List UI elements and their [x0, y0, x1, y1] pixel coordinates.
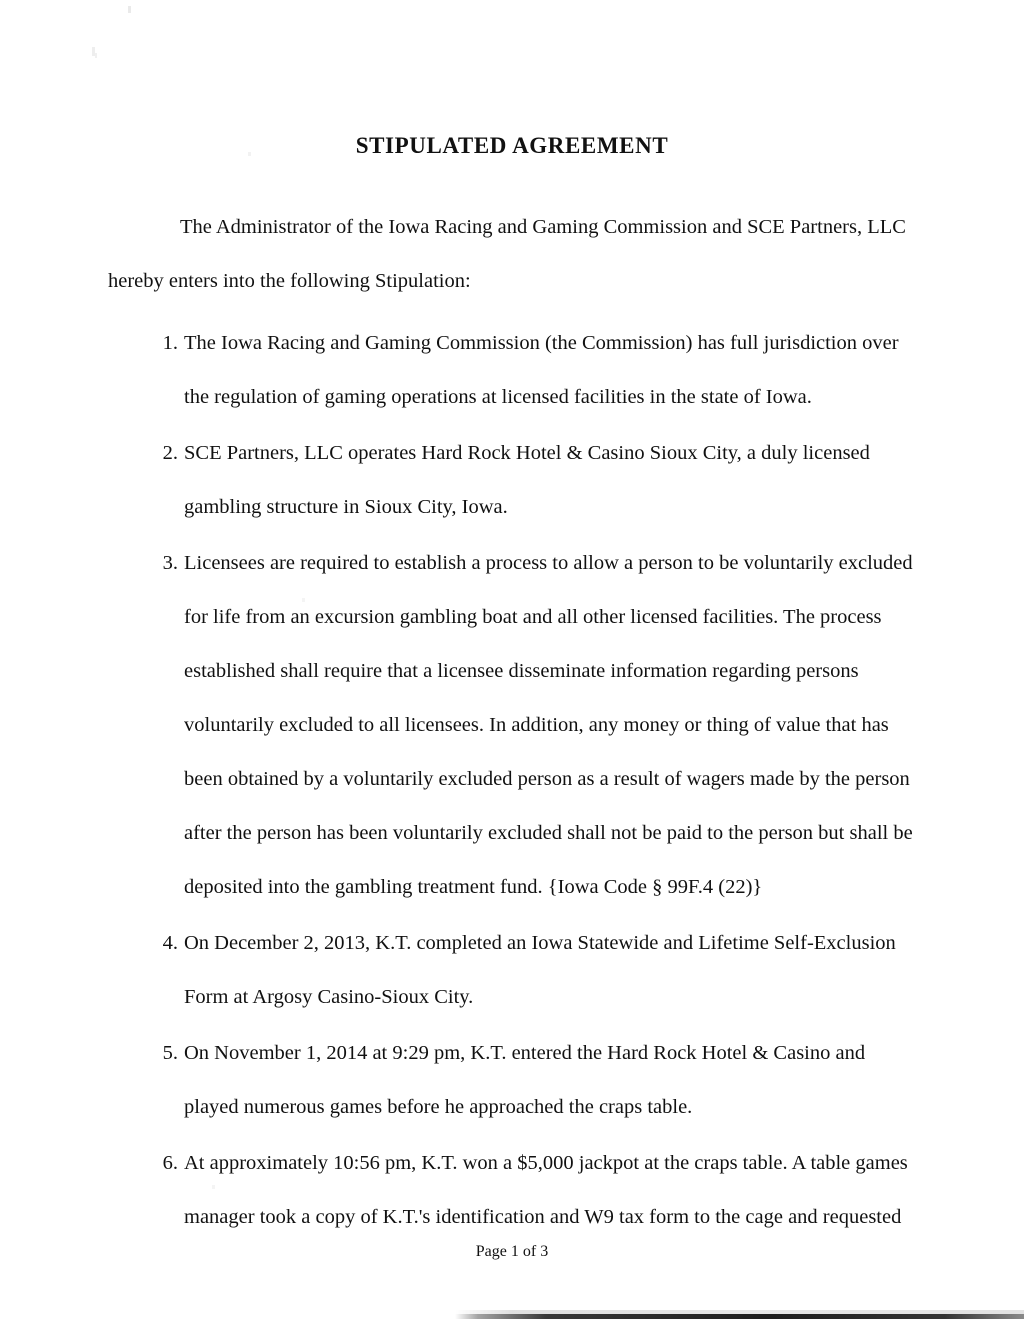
- list-item-number: 4.: [162, 932, 178, 954]
- scan-speckle: [92, 47, 95, 56]
- scan-edge-artifact: [455, 1310, 1024, 1314]
- list-item-number: 1.: [162, 332, 178, 354]
- scan-speckle: [95, 53, 97, 58]
- list-item-number: 2.: [162, 442, 178, 464]
- page-title: STIPULATED AGREEMENT: [355, 133, 669, 159]
- scan-speckle: [128, 6, 131, 13]
- list-item-number: 5.: [162, 1042, 178, 1064]
- list-item: [108, 1136, 920, 1244]
- document-body: [108, 200, 920, 1246]
- intro-paragraph: The Administrator of the Iowa Racing and Gaming Commission and SCE Partners, LLC hereby enters into the following Stipulation:: [108, 216, 906, 292]
- list-item-text: On December 2, 2013, K.T. completed an Iowa Statewide and Lifetime Self-Exclusion Form at Argosy Casino-Sioux City.: [184, 932, 896, 1008]
- scan-edge-artifact: [455, 1314, 1024, 1319]
- list-item-number: 3.: [162, 552, 178, 574]
- list-item-text: Licensees are required to establish a process to allow a person to be voluntarily excluded for life from an excursion gambling boat and all other licensed facilities. The process established shall require that a licensee disseminate information regarding persons voluntarily excluded to all licensees. In addition, any money or thing of value that has been obtained by a voluntarily excluded person as a result of wagers made by the person after the person has been voluntarily excluded shall not be paid to the person but shall be deposited into the gambling treatment fund. {Iowa Code § 99F.4 (22)}: [184, 552, 913, 898]
- list-item: [108, 426, 920, 534]
- page-footer: Page 1 of 3: [475, 1243, 549, 1260]
- stipulation-list: [108, 316, 920, 1244]
- list-item-number: 6.: [162, 1152, 178, 1174]
- list-item: [108, 536, 920, 914]
- list-item-text: The Iowa Racing and Gaming Commission (the Commission) has full jurisdiction over the regulation of gaming operations at licensed facilities in the state of Iowa.: [184, 332, 899, 408]
- list-item-text: At approximately 10:56 pm, K.T. won a $5,000 jackpot at the craps table. A table games manager took a copy of K.T.'s identification and W9 tax form to the cage and requested: [184, 1152, 908, 1228]
- list-item-text: On November 1, 2014 at 9:29 pm, K.T. entered the Hard Rock Hotel & Casino and played numerous games before he approached the craps table.: [184, 1042, 866, 1118]
- list-item: [108, 916, 920, 1024]
- list-item: [108, 316, 920, 424]
- list-item-text: SCE Partners, LLC operates Hard Rock Hotel & Casino Sioux City, a duly licensed gambling structure in Sioux City, Iowa.: [184, 442, 870, 518]
- list-item: [108, 1026, 920, 1134]
